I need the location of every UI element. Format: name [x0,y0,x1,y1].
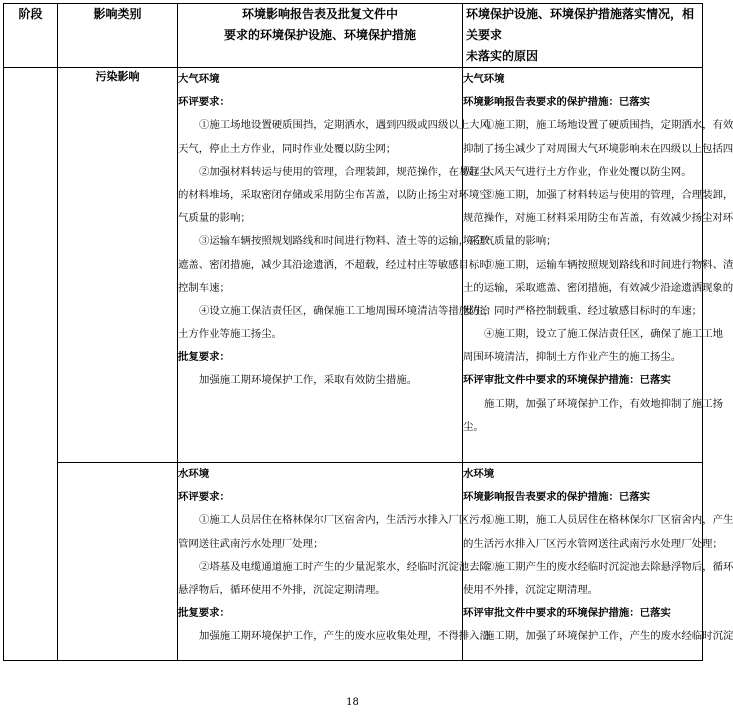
section-heading: 水环境 [463,468,495,480]
text-line: 土方作业等施工扬尘。 [178,328,282,341]
text-line: ②施工期产生的废水经临时沉淀池去除悬浮物后，循环 [484,560,733,573]
section-heading: 大气环境 [178,73,220,85]
text-line: 尘。 [463,420,484,433]
section-heading: 批复要求： [178,351,230,364]
header-stage: 阶段 [4,4,58,68]
header-implementation-line: 环境保护设施、环境保护措施落实情况，相关要求 [466,7,695,42]
header-row [4,4,703,68]
page-number: 18 [346,697,359,708]
text-line: 悬浮物后，循环使用不外排，沉淀定期清理。 [178,583,386,596]
header-category: 影响类别 [58,4,178,68]
text-line: 天气，停止土方作业，同时作业处覆以防尘网； [178,142,397,155]
text-line: 管网送往武南污水处理厂处理； [178,537,324,550]
text-line: 的生活污水排入厂区污水管网送往武南污水处理厂处理； [463,537,723,550]
text-line: 控制车速； [178,281,230,294]
text-line: 施工期，加强了环境保护工作，产生的废水经临时沉淀 [484,630,733,643]
category-cell: 污染影响 [58,68,178,463]
text-line: 级）大风天气进行土方作业，作业处覆以防尘网。 [463,165,692,178]
text-line: 使用不外排，沉淀定期清理。 [463,583,599,596]
header-requirements-line: 环境影响报告表及批复文件中 [241,7,398,21]
text-line: ②施工期，加强了材料转运与使用的管理，合理装卸， [484,188,733,201]
text-line: 加强施工期环境保护工作，产生的废水应收集处理，不得排入沿 [199,630,490,643]
section-heading: 批复要求： [178,607,230,620]
text-line: ①施工人员居住在格林保尔厂区宿舍内，生活污水排入厂区污水 [199,514,490,527]
text-line: ③施工期，运输车辆按照规划路线和时间进行物料、渣 [484,258,733,271]
text-line: 规范操作，对施工材料采用防尘布苫盖，有效减少扬尘对环 [463,212,733,225]
implementation-cell [463,463,733,661]
section-heading: 环评审批文件中要求的环境保护措施：已落实 [463,374,671,387]
text-line: ①施工期，施工场地设置了硬质围挡，定期洒水，有效 [484,119,733,132]
section-heading: 环评要求： [178,96,230,109]
text-line: ④施工期，设立了施工保洁责任区，确保了施工工地 [484,328,723,341]
text-line: 周围环境清洁，抑制土方作业产生的施工扬尘。 [463,351,682,364]
section-heading: 环评审批文件中要求的环境保护措施：已落实 [463,607,671,620]
section-heading: 环境影响报告表要求的保护措施：已落实 [463,96,651,109]
text-line: ①施工场地设置硬质围挡，定期洒水，遇到四级或四级以上大风 [199,119,490,132]
category-cell [58,463,178,661]
header-implementation [463,4,703,68]
section-heading: 大气环境 [463,73,505,85]
stage-cell [4,68,58,661]
text-line: ③运输车辆按照规划路线和时间进行物料、渣土等的运输，采取 [199,235,490,248]
text-line: ①施工期，施工人员居住在格林保尔厂区宿舍内，产生 [484,514,733,527]
text-line: 境空气质量的影响； [463,235,557,248]
section-row-water [4,463,703,661]
text-line: ④设立施工保洁责任区，确保施工工地周围环境清洁等措施防治 [199,304,490,317]
header-requirements [178,4,463,68]
text-line: 施工期，加强了环境保护工作，有效地抑制了施工扬 [484,397,723,410]
measures-table [3,3,733,661]
text-line: 抑制了扬尘减少了对周围大气环境影响未在四级以上包括四 [463,142,733,155]
requirements-cell [178,463,490,661]
text-line: 发生，同时严格控制载重、经过敏感目标时的车速； [463,304,702,317]
header-implementation-line: 未落实的原因 [466,49,539,63]
text-line: ②加强材料转运与使用的管理，合理装卸，规范操作，在易起尘 [199,165,490,178]
section-heading: 环评要求： [178,491,230,504]
text-line: ②塔基及电缆通道施工时产生的少量泥浆水，经临时沉淀池去除 [199,560,490,573]
text-line: 气质量的影响； [178,212,251,225]
implementation-cell [463,68,733,463]
section-row-air [4,68,703,463]
text-line: 加强施工期环境保护工作，采取有效防尘措施。 [199,374,418,387]
section-heading: 水环境 [178,468,210,480]
section-heading: 环境影响报告表要求的保护措施：已落实 [463,491,651,504]
requirements-cell [178,68,490,463]
text-line: 的材料堆场，采取密闭存储或采用防尘布苫盖，以防止扬尘对环境空 [178,188,490,201]
text-line: 遮盖、密闭措施，减少其沿途遗洒，不超载，经过村庄等敏感目标时 [178,258,490,271]
text-line: 土的运输，采取遮盖、密闭措施，有效减少沿途遗洒现象的 [463,281,733,294]
header-requirements-line: 要求的环境保护设施、环境保护措施 [223,28,416,42]
